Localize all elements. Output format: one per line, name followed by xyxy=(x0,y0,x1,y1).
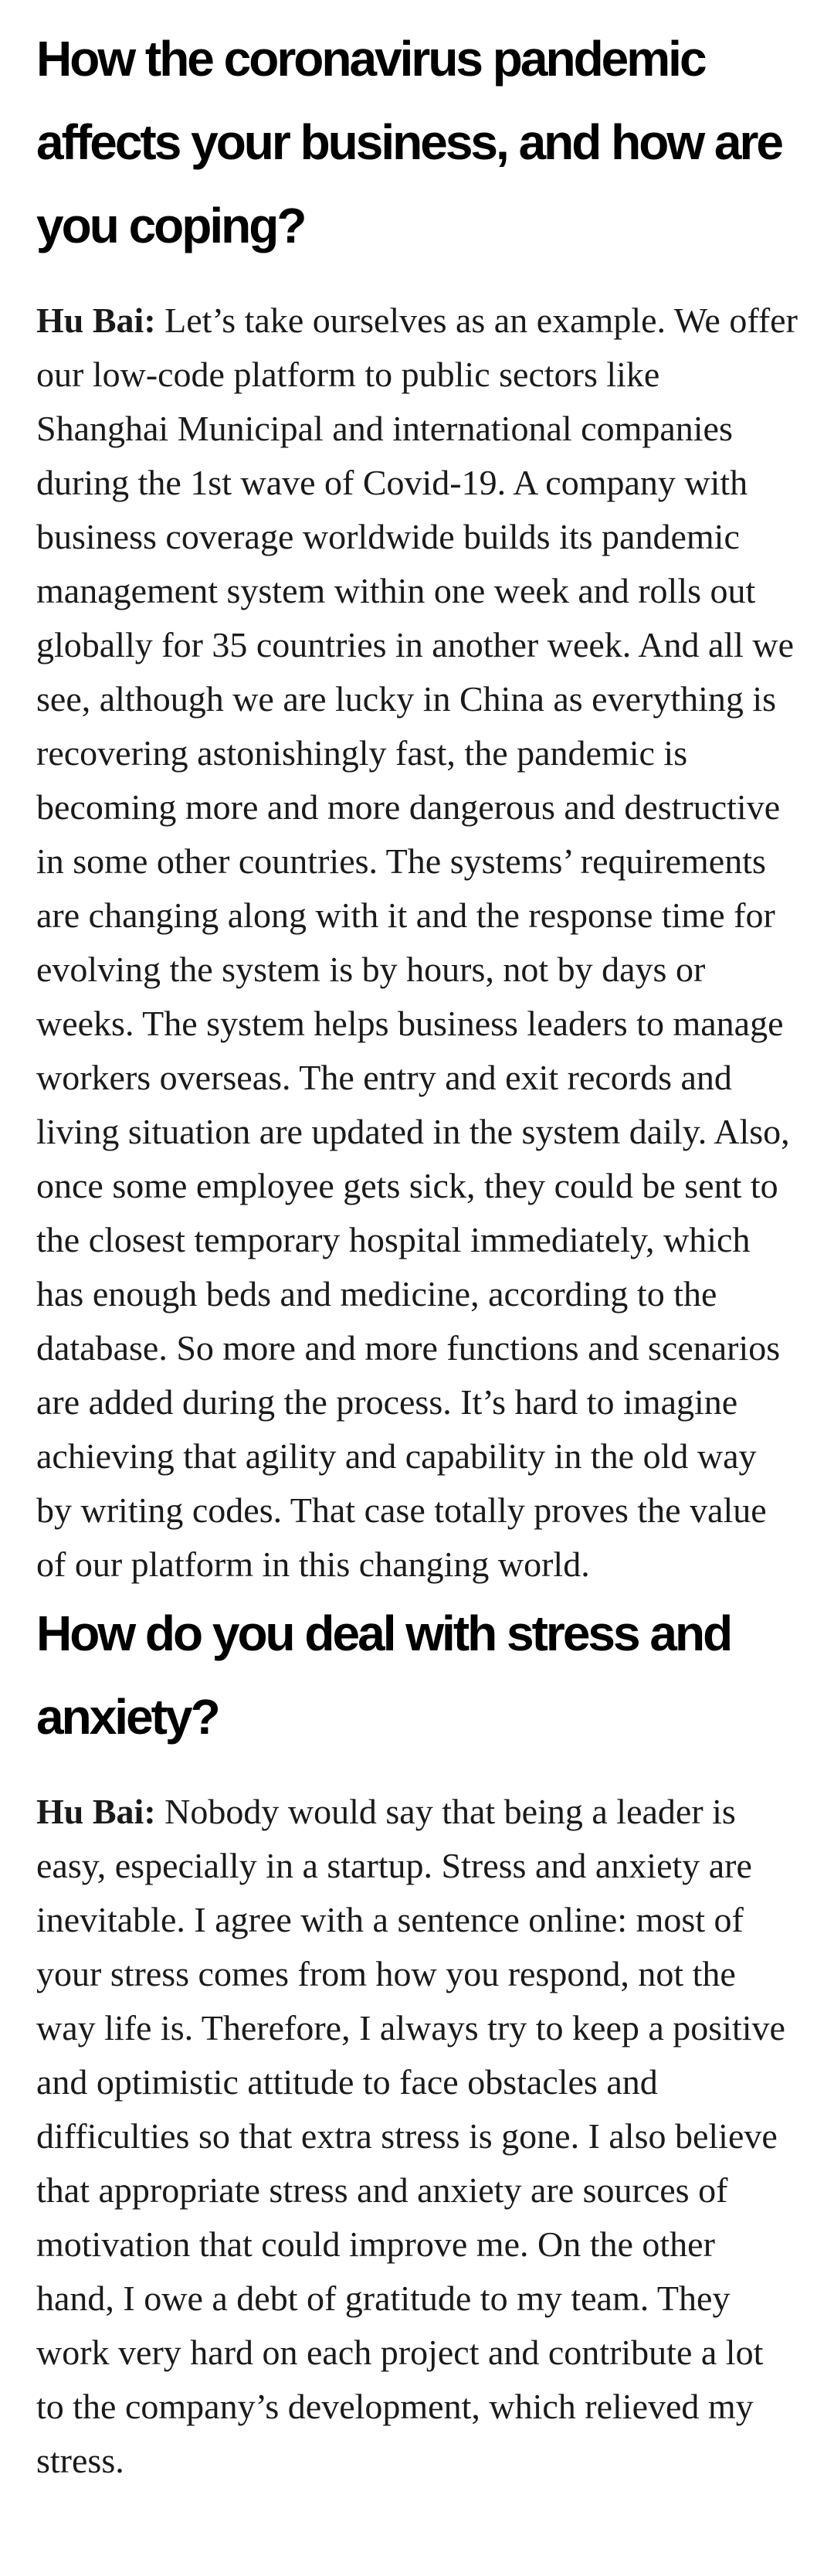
section-heading-coronavirus: How the coronavirus pandemic affects your business, and how are you coping? xyxy=(36,31,781,253)
section-paragraph-stress xyxy=(36,1785,798,2488)
section-paragraph-coronavirus xyxy=(36,294,798,1592)
section-heading-stress: How do you deal with stress and anxiety? xyxy=(36,1606,731,1745)
paragraph-text: Let’s take ourselves as an example. We offer our low-code platform to public sectors like Shanghai Municipal and international companies during the 1st wave of Covid-19. A company with business coverage worldwide builds its pandemic management system within one week and rolls out globally for 35 countries in another week. And all we see, although we are lucky in China as everything is recovering astonishingly fast, the pandemic is becoming more and more dangerous and destructive in some other countries. The systems’ requirements are changing along with it and the response time for evolving the system is by hours, not by days or weeks. The system helps business leaders to manage workers overseas. The entry and exit records and living situation are updated in the system daily. Also, once some employee gets sick, they could be sent to the closest temporary hospital immediately, which has enough beds and medicine, according to the database. So more and more functions and scenarios are added during the process. It’s hard to imagine achieving that agility and capability in the old way by writing codes. That case totally proves the value of our platform in this changing world. xyxy=(36,301,798,1584)
article-section-stress xyxy=(36,1592,798,2488)
speaker-name: Hu Bai: xyxy=(36,1792,156,1831)
speaker-name: Hu Bai: xyxy=(36,301,156,340)
paragraph-text: Nobody would say that being a leader is easy, especially in a startup. Stress and anxiety are inevitable. I agree with a sentence online: most of your stress comes from how you respond, not the way life is. Therefore, I always try to keep a positive and optimistic attitude to face obstacles and difficulties so that extra stress is gone. I also believe that appropriate stress and anxiety are sources of motivation that could improve me. On the other hand, I owe a debt of gratitude to my team. They work very hard on each project and contribute a lot to the company’s development, which relieved my stress. xyxy=(36,1792,785,2480)
article-section-coronavirus xyxy=(36,17,798,1592)
